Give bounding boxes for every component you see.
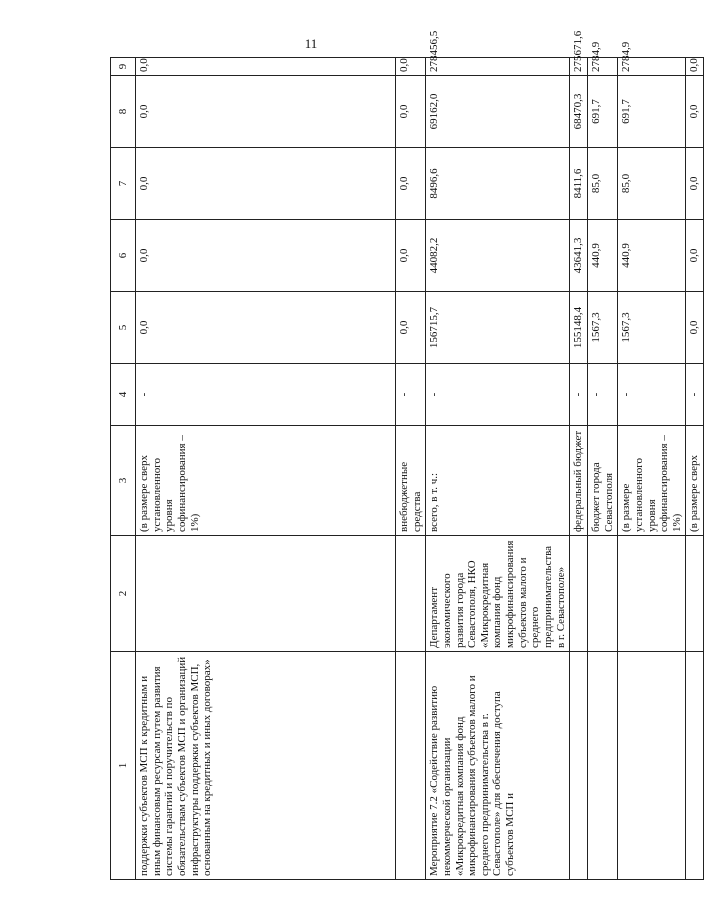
cell-value: 8411,6 bbox=[570, 148, 588, 220]
cell-value: 0,0 bbox=[686, 220, 704, 292]
cell-value: 0,0 bbox=[686, 58, 704, 76]
cell-value: 691,7 bbox=[618, 76, 686, 148]
page-number: 11 bbox=[304, 36, 318, 51]
cell-source: федеральный бюджет bbox=[570, 426, 588, 536]
column-header: 5 bbox=[111, 292, 136, 364]
cell-col4: - bbox=[396, 364, 426, 426]
table-row bbox=[136, 58, 396, 880]
cell-source: внебюджетные средства bbox=[396, 426, 426, 536]
column-header: 3 bbox=[111, 426, 136, 536]
cell-value: 43641,3 bbox=[570, 220, 588, 292]
cell-value: 0,0 bbox=[136, 76, 396, 148]
cell-executor: Департамент экономического развития города Севастополя, НКО «Микрокредитная компания фонд микрофинансирования субъектов малого и среднего предпринимательства в г. Севастополе» bbox=[426, 536, 570, 652]
cell-activity bbox=[587, 652, 617, 880]
cell-source: (в размере сверх bbox=[686, 426, 704, 536]
cell-value: 155148,4 bbox=[570, 292, 588, 364]
column-header: 8 bbox=[111, 76, 136, 148]
cell-activity bbox=[570, 652, 588, 880]
cell-col4: - bbox=[618, 364, 686, 426]
cell-source: (в размере установленного уровня софинансирования – 1%) bbox=[618, 426, 686, 536]
column-header: 2 bbox=[111, 536, 136, 652]
cell-value: 691,7 bbox=[587, 76, 617, 148]
table-row bbox=[396, 58, 426, 880]
table-row bbox=[587, 58, 617, 880]
cell-executor bbox=[570, 536, 588, 652]
table-row bbox=[618, 58, 686, 880]
cell-value: 44082,2 bbox=[426, 220, 570, 292]
cell-value: 0,0 bbox=[396, 148, 426, 220]
column-header: 1 bbox=[111, 652, 136, 880]
cell-value: 0,0 bbox=[136, 220, 396, 292]
cell-col4: - bbox=[587, 364, 617, 426]
column-header: 9 bbox=[111, 58, 136, 76]
rotated-table-container bbox=[110, 30, 701, 880]
budget-table bbox=[110, 30, 704, 880]
column-header: 7 bbox=[111, 148, 136, 220]
cell-value: 0,0 bbox=[686, 292, 704, 364]
cell-value: 0,0 bbox=[396, 220, 426, 292]
cell-executor bbox=[587, 536, 617, 652]
cell-value: 275671,6 bbox=[570, 58, 588, 76]
column-header: 6 bbox=[111, 220, 136, 292]
table-row bbox=[686, 58, 704, 880]
cell-activity bbox=[686, 652, 704, 880]
cell-value: 68470,3 bbox=[570, 76, 588, 148]
cell-value: 0,0 bbox=[686, 148, 704, 220]
cell-col4: - bbox=[686, 364, 704, 426]
cell-value: 2784,9 bbox=[618, 58, 686, 76]
cell-value: 440,9 bbox=[618, 220, 686, 292]
cell-executor bbox=[396, 536, 426, 652]
cell-value: 0,0 bbox=[396, 58, 426, 76]
cell-activity bbox=[618, 652, 686, 880]
cell-source: бюджет города Севастополя bbox=[587, 426, 617, 536]
rotated-table-area bbox=[110, 30, 701, 880]
cell-col4: - bbox=[136, 364, 396, 426]
cell-col4: - bbox=[426, 364, 570, 426]
cell-value: 2784,9 bbox=[587, 58, 617, 76]
cell-value: 156715,7 bbox=[426, 292, 570, 364]
cell-value: 0,0 bbox=[136, 148, 396, 220]
cell-activity: поддержки субъектов МСП к кредитным и иным финансовым ресурсам путем развития системы гарантий и поручительств по обязательствам субъектов МСП и организаций инфраструктуры поддержки субъектов МСП, основанным на кредитных и иных договорах» bbox=[136, 652, 396, 880]
cell-value: 0,0 bbox=[686, 76, 704, 148]
cell-value: 0,0 bbox=[396, 292, 426, 364]
cell-activity: Мероприятие 7.2 «Содействие развитию некоммерческой организации «Микрокредитная компания фонд микрофинансирования субъектов малого и среднего предпринимательства в г. Севастополе» для обеспечения доступа субъектов МСП и bbox=[426, 652, 570, 880]
cell-source: всего, в т. ч.: bbox=[426, 426, 570, 536]
cell-value: 1567,3 bbox=[587, 292, 617, 364]
cell-value: 8496,6 bbox=[426, 148, 570, 220]
cell-activity bbox=[396, 652, 426, 880]
cell-value: 278456,5 bbox=[426, 58, 570, 76]
column-header: 4 bbox=[111, 364, 136, 426]
table-row bbox=[426, 58, 570, 880]
cell-value: 0,0 bbox=[396, 76, 426, 148]
cell-value: 69162,0 bbox=[426, 76, 570, 148]
cell-value: 85,0 bbox=[618, 148, 686, 220]
table-header-row bbox=[111, 58, 136, 880]
cell-value: 0,0 bbox=[136, 58, 396, 76]
cell-value: 85,0 bbox=[587, 148, 617, 220]
cell-value: 0,0 bbox=[136, 292, 396, 364]
cell-col4: - bbox=[570, 364, 588, 426]
cell-value: 1567,3 bbox=[618, 292, 686, 364]
cell-source: (в размере сверх установленного уровня софинансирования – 1%) bbox=[136, 426, 396, 536]
cell-value: 440,9 bbox=[587, 220, 617, 292]
cell-executor bbox=[136, 536, 396, 652]
cell-executor bbox=[618, 536, 686, 652]
table-row bbox=[570, 58, 588, 880]
cell-executor bbox=[686, 536, 704, 652]
